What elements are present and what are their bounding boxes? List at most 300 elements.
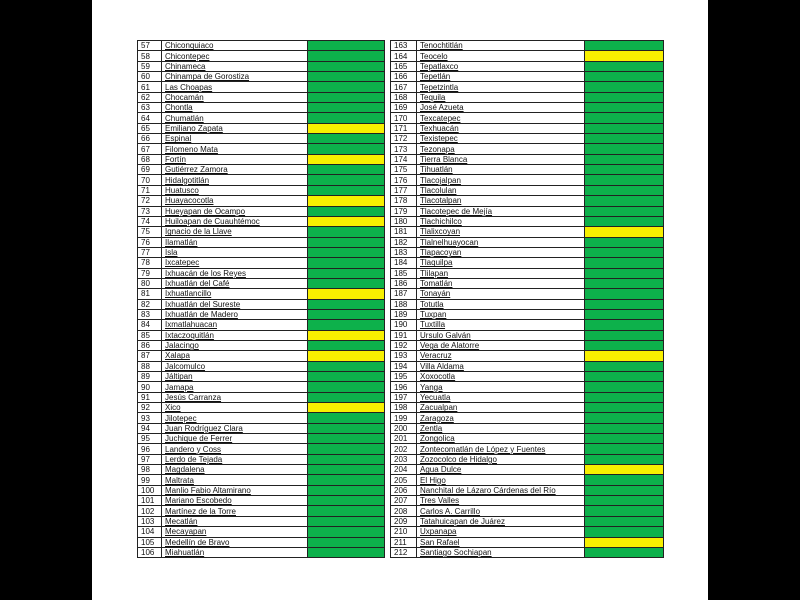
table-row	[138, 216, 385, 226]
row-number: 86	[138, 340, 162, 350]
row-number: 102	[138, 506, 162, 516]
status-green-cell	[585, 185, 664, 195]
status-green-cell	[308, 51, 385, 61]
status-green-cell	[585, 527, 664, 537]
status-green-cell	[585, 299, 664, 309]
table-row	[138, 506, 385, 516]
table-row	[138, 72, 385, 82]
table-row	[138, 454, 385, 464]
table-row	[138, 92, 385, 102]
municipality-name: Tezonapa	[417, 144, 585, 154]
table-row	[138, 247, 385, 257]
table-row	[391, 465, 664, 475]
table-row	[138, 340, 385, 350]
table-row	[138, 268, 385, 278]
row-number: 103	[138, 516, 162, 526]
status-yellow-cell	[308, 123, 385, 133]
status-green-cell	[308, 340, 385, 350]
municipality-name: Mecatlán	[162, 516, 308, 526]
status-green-cell	[308, 413, 385, 423]
table-row	[391, 351, 664, 361]
status-green-cell	[308, 144, 385, 154]
municipality-name: Totutla	[417, 299, 585, 309]
row-number: 70	[138, 175, 162, 185]
row-number: 104	[138, 527, 162, 537]
status-green-cell	[585, 154, 664, 164]
row-number: 174	[391, 154, 417, 164]
row-number: 105	[138, 537, 162, 547]
municipality-name: Ixtaczoquitlán	[162, 330, 308, 340]
row-number: 93	[138, 413, 162, 423]
row-number: 81	[138, 289, 162, 299]
status-green-cell	[308, 372, 385, 382]
row-number: 201	[391, 434, 417, 444]
row-number: 205	[391, 475, 417, 485]
municipality-name: Jalacingo	[162, 340, 308, 350]
status-green-cell	[585, 61, 664, 71]
status-green-cell	[308, 444, 385, 454]
status-green-cell	[585, 196, 664, 206]
municipality-name: Gutiérrez Zamora	[162, 165, 308, 175]
status-green-cell	[585, 372, 664, 382]
municipality-name: Chinampa de Gorostiza	[162, 72, 308, 82]
table-row	[138, 423, 385, 433]
table-row	[138, 278, 385, 288]
status-yellow-cell	[585, 51, 664, 61]
table-row	[391, 51, 664, 61]
status-green-cell	[585, 41, 664, 51]
municipality-name: Hidalgotitlán	[162, 175, 308, 185]
row-number: 165	[391, 61, 417, 71]
table-row	[391, 123, 664, 133]
status-green-cell	[585, 392, 664, 402]
row-number: 197	[391, 392, 417, 402]
municipality-name: Tlalixcoyan	[417, 227, 585, 237]
row-number: 211	[391, 537, 417, 547]
table-row	[391, 299, 664, 309]
row-number: 90	[138, 382, 162, 392]
row-number: 168	[391, 92, 417, 102]
row-number: 171	[391, 123, 417, 133]
table-row	[391, 134, 664, 144]
row-number: 94	[138, 423, 162, 433]
row-number: 163	[391, 41, 417, 51]
municipality-name: San Rafael	[417, 537, 585, 547]
table-row	[391, 61, 664, 71]
table-row	[138, 516, 385, 526]
status-green-cell	[585, 340, 664, 350]
table-row	[138, 434, 385, 444]
status-green-cell	[308, 309, 385, 319]
status-green-cell	[585, 72, 664, 82]
row-number: 210	[391, 527, 417, 537]
table-row	[138, 227, 385, 237]
status-yellow-cell	[308, 216, 385, 226]
municipality-name: Ixmatlahuacan	[162, 320, 308, 330]
status-green-cell	[308, 537, 385, 547]
municipality-name: Filomeno Mata	[162, 144, 308, 154]
row-number: 202	[391, 444, 417, 454]
row-number: 99	[138, 475, 162, 485]
row-number: 196	[391, 382, 417, 392]
municipality-name: Ixcatepec	[162, 258, 308, 268]
status-green-cell	[308, 237, 385, 247]
status-green-cell	[585, 258, 664, 268]
table-row	[138, 444, 385, 454]
status-green-cell	[585, 444, 664, 454]
municipality-name: Hueyapan de Ocampo	[162, 206, 308, 216]
table-row	[138, 103, 385, 113]
table-row	[391, 309, 664, 319]
row-number: 172	[391, 134, 417, 144]
municipality-name: Texhuacán	[417, 123, 585, 133]
table-row	[391, 175, 664, 185]
row-number: 178	[391, 196, 417, 206]
municipality-name: Jesús Carranza	[162, 392, 308, 402]
municipality-name: Xalapa	[162, 351, 308, 361]
table-row	[391, 506, 664, 516]
status-green-cell	[585, 309, 664, 319]
row-number: 200	[391, 423, 417, 433]
municipality-name: Chumatlán	[162, 113, 308, 123]
table-row	[138, 330, 385, 340]
table-row	[391, 372, 664, 382]
status-green-cell	[308, 392, 385, 402]
status-green-cell	[585, 278, 664, 288]
municipality-name: Ixhuacán de los Reyes	[162, 268, 308, 278]
table-row	[391, 423, 664, 433]
municipality-name: Chinameca	[162, 61, 308, 71]
status-green-cell	[585, 134, 664, 144]
status-green-cell	[308, 547, 385, 557]
municipality-name: Zacualpan	[417, 403, 585, 413]
row-number: 74	[138, 216, 162, 226]
municipality-name: Fortín	[162, 154, 308, 164]
municipality-name: Tequila	[417, 92, 585, 102]
row-number: 78	[138, 258, 162, 268]
municipality-name: Tlalnelhuayocan	[417, 237, 585, 247]
row-number: 85	[138, 330, 162, 340]
table-row	[391, 403, 664, 413]
status-green-cell	[585, 144, 664, 154]
municipality-name: Texcatepec	[417, 113, 585, 123]
row-number: 173	[391, 144, 417, 154]
row-number: 204	[391, 465, 417, 475]
status-yellow-cell	[585, 227, 664, 237]
table-row	[391, 392, 664, 402]
status-green-cell	[308, 103, 385, 113]
row-number: 61	[138, 82, 162, 92]
status-green-cell	[308, 113, 385, 123]
status-green-cell	[308, 258, 385, 268]
municipality-name: Jalcomulco	[162, 361, 308, 371]
table-row	[391, 268, 664, 278]
table-row	[138, 196, 385, 206]
municipality-name: Huiloapan de Cuauhtémoc	[162, 216, 308, 226]
status-green-cell	[585, 485, 664, 495]
status-yellow-cell	[308, 330, 385, 340]
row-number: 209	[391, 516, 417, 526]
status-green-cell	[585, 516, 664, 526]
municipality-name: Tierra Blanca	[417, 154, 585, 164]
status-green-cell	[585, 289, 664, 299]
row-number: 175	[391, 165, 417, 175]
municipality-name: Emiliano Zapata	[162, 123, 308, 133]
table-row	[391, 154, 664, 164]
status-green-cell	[585, 165, 664, 175]
table-row	[138, 403, 385, 413]
status-green-cell	[308, 506, 385, 516]
municipality-name: Manlio Fabio Altamirano	[162, 485, 308, 495]
status-green-cell	[308, 72, 385, 82]
municipality-name: Zaragoza	[417, 413, 585, 423]
table-row	[391, 320, 664, 330]
municipality-name: Chocamán	[162, 92, 308, 102]
status-green-cell	[585, 82, 664, 92]
row-number: 186	[391, 278, 417, 288]
row-number: 65	[138, 123, 162, 133]
municipality-name: Medellín de Bravo	[162, 537, 308, 547]
municipality-name: Yecuatla	[417, 392, 585, 402]
row-number: 76	[138, 237, 162, 247]
table-row	[138, 123, 385, 133]
status-green-cell	[308, 361, 385, 371]
table-row	[391, 475, 664, 485]
row-number: 59	[138, 61, 162, 71]
status-green-cell	[585, 475, 664, 485]
status-green-cell	[308, 382, 385, 392]
status-green-cell	[585, 454, 664, 464]
row-number: 181	[391, 227, 417, 237]
status-green-cell	[585, 330, 664, 340]
status-green-cell	[308, 41, 385, 51]
status-green-cell	[308, 496, 385, 506]
row-number: 179	[391, 206, 417, 216]
status-green-cell	[308, 465, 385, 475]
municipality-name: Uxpanapa	[417, 527, 585, 537]
municipality-name: Chontla	[162, 103, 308, 113]
status-green-cell	[308, 423, 385, 433]
municipality-name: Tlacotalpan	[417, 196, 585, 206]
table-row	[391, 258, 664, 268]
status-green-cell	[308, 475, 385, 485]
municipality-name: Nanchital de Lázaro Cárdenas del Río	[417, 485, 585, 495]
row-number: 166	[391, 72, 417, 82]
municipality-name: Jamapa	[162, 382, 308, 392]
municipality-name: Tlacotepec de Mejía	[417, 206, 585, 216]
table-row	[391, 413, 664, 423]
table-row	[138, 351, 385, 361]
status-green-cell	[308, 227, 385, 237]
row-number: 72	[138, 196, 162, 206]
row-number: 101	[138, 496, 162, 506]
row-number: 189	[391, 309, 417, 319]
municipality-name: Agua Dulce	[417, 465, 585, 475]
table-row	[138, 61, 385, 71]
row-number: 67	[138, 144, 162, 154]
table-row	[138, 206, 385, 216]
row-number: 169	[391, 103, 417, 113]
status-green-cell	[585, 103, 664, 113]
status-green-cell	[308, 134, 385, 144]
status-green-cell	[585, 268, 664, 278]
table-row	[391, 237, 664, 247]
table-row	[138, 320, 385, 330]
table-row	[138, 392, 385, 402]
status-green-cell	[585, 247, 664, 257]
table-row	[138, 41, 385, 51]
table-row	[138, 527, 385, 537]
status-green-cell	[585, 216, 664, 226]
municipality-name: Juan Rodríguez Clara	[162, 423, 308, 433]
row-number: 194	[391, 361, 417, 371]
row-number: 199	[391, 413, 417, 423]
table-row	[138, 175, 385, 185]
status-green-cell	[585, 361, 664, 371]
table-row	[138, 309, 385, 319]
row-number: 79	[138, 268, 162, 278]
table-row	[391, 547, 664, 557]
municipality-name: Lerdo de Tejada	[162, 454, 308, 464]
row-number: 176	[391, 175, 417, 185]
row-number: 95	[138, 434, 162, 444]
municipality-name: Tenochtitlán	[417, 41, 585, 51]
status-green-cell	[585, 547, 664, 557]
row-number: 60	[138, 72, 162, 82]
status-yellow-cell	[308, 154, 385, 164]
table-row	[391, 206, 664, 216]
municipality-name: Ursulo Galván	[417, 330, 585, 340]
status-yellow-cell	[308, 196, 385, 206]
table-row	[391, 185, 664, 195]
row-number: 170	[391, 113, 417, 123]
status-green-cell	[308, 165, 385, 175]
table-row	[391, 527, 664, 537]
row-number: 167	[391, 82, 417, 92]
status-green-cell	[585, 175, 664, 185]
table-row	[391, 72, 664, 82]
status-green-cell	[308, 299, 385, 309]
row-number: 207	[391, 496, 417, 506]
municipality-name: Zongolica	[417, 434, 585, 444]
row-number: 182	[391, 237, 417, 247]
table-row	[391, 485, 664, 495]
table-row	[138, 413, 385, 423]
table-row	[138, 51, 385, 61]
table-row	[391, 144, 664, 154]
table-row	[138, 154, 385, 164]
municipality-name: Villa Aldama	[417, 361, 585, 371]
row-number: 77	[138, 247, 162, 257]
row-number: 71	[138, 185, 162, 195]
table-row	[391, 82, 664, 92]
table-row	[391, 454, 664, 464]
status-green-cell	[308, 516, 385, 526]
municipality-name: Landero y Coss	[162, 444, 308, 454]
municipality-name: Huatusco	[162, 185, 308, 195]
row-number: 66	[138, 134, 162, 144]
row-number: 96	[138, 444, 162, 454]
status-green-cell	[585, 320, 664, 330]
row-number: 193	[391, 351, 417, 361]
row-number: 73	[138, 206, 162, 216]
municipality-name: Tatahuicapan de Juárez	[417, 516, 585, 526]
row-number: 64	[138, 113, 162, 123]
table-row	[138, 82, 385, 92]
table-row	[138, 134, 385, 144]
table-row	[391, 537, 664, 547]
row-number: 203	[391, 454, 417, 464]
row-number: 180	[391, 216, 417, 226]
status-green-cell	[585, 423, 664, 433]
municipality-name: Jáltipan	[162, 372, 308, 382]
status-green-cell	[585, 496, 664, 506]
municipality-name: Tlachichilco	[417, 216, 585, 226]
municipality-name: Texistepec	[417, 134, 585, 144]
table-row	[391, 247, 664, 257]
status-yellow-cell	[308, 351, 385, 361]
municipality-name: José Azueta	[417, 103, 585, 113]
table-row	[138, 537, 385, 547]
municipality-name: Espinal	[162, 134, 308, 144]
row-number: 100	[138, 485, 162, 495]
row-number: 195	[391, 372, 417, 382]
status-green-cell	[585, 382, 664, 392]
status-green-cell	[308, 92, 385, 102]
status-green-cell	[585, 506, 664, 516]
municipality-name: Tepatlaxco	[417, 61, 585, 71]
status-green-cell	[308, 206, 385, 216]
row-number: 190	[391, 320, 417, 330]
status-green-cell	[308, 82, 385, 92]
municipality-name: Teocelo	[417, 51, 585, 61]
row-number: 192	[391, 340, 417, 350]
table-row	[138, 485, 385, 495]
municipality-name: Veracruz	[417, 351, 585, 361]
row-number: 191	[391, 330, 417, 340]
row-number: 208	[391, 506, 417, 516]
row-number: 187	[391, 289, 417, 299]
row-number: 177	[391, 185, 417, 195]
status-green-cell	[308, 175, 385, 185]
status-green-cell	[308, 278, 385, 288]
status-green-cell	[308, 527, 385, 537]
row-number: 58	[138, 51, 162, 61]
status-green-cell	[585, 206, 664, 216]
table-row	[138, 165, 385, 175]
municipality-name: Martínez de la Torre	[162, 506, 308, 516]
row-number: 83	[138, 309, 162, 319]
table-row	[391, 330, 664, 340]
municipality-name: Juchique de Ferrer	[162, 434, 308, 444]
table-row	[391, 361, 664, 371]
municipality-name: Chicontepec	[162, 51, 308, 61]
row-number: 75	[138, 227, 162, 237]
table-row	[138, 361, 385, 371]
status-yellow-cell	[585, 351, 664, 361]
row-number: 188	[391, 299, 417, 309]
municipality-name: Ixhuatlán de Madero	[162, 309, 308, 319]
table-row	[391, 382, 664, 392]
municipality-name: Tres Valles	[417, 496, 585, 506]
municipality-name: Tihuatlán	[417, 165, 585, 175]
row-number: 82	[138, 299, 162, 309]
municipality-name: Miahuatlán	[162, 547, 308, 557]
municipality-name: Chiconquiaco	[162, 41, 308, 51]
municipality-name: Tlacolulan	[417, 185, 585, 195]
municipality-name: Santiago Sochiapan	[417, 547, 585, 557]
row-number: 206	[391, 485, 417, 495]
